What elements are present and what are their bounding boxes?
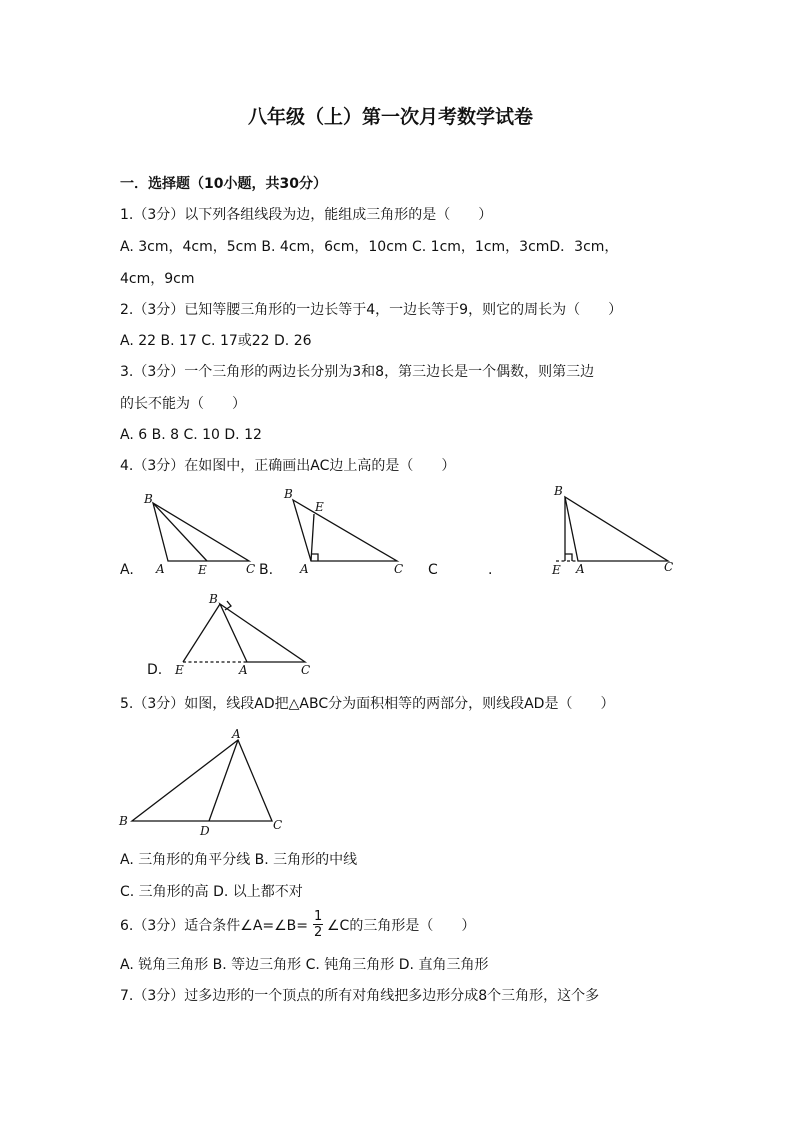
- q5-segment-ad: [209, 740, 238, 821]
- q5-triangle: [132, 740, 272, 821]
- q4b-label-b: B: [284, 487, 293, 501]
- q6-stem-end: ∠C的三角形是（ ）: [327, 918, 476, 934]
- q4d-label-a: A: [239, 663, 248, 677]
- q4a-label-b: B: [144, 492, 153, 506]
- q4d-label-b: B: [209, 592, 218, 606]
- q1-options-cont: 4cm，9cm: [120, 271, 195, 287]
- q3-stem-cont: 的长不能为（ ）: [120, 396, 246, 412]
- page-title: 八年级（上）第一次月考数学试卷: [248, 106, 534, 128]
- q3-options: A. 6 B. 8 C. 10 D. 12: [120, 427, 262, 443]
- q4a-label-a: A: [156, 562, 165, 576]
- q4a-label-e: E: [198, 563, 207, 577]
- q3-stem: 3.（3分）一个三角形的两边长分别为3和8，第三边长是一个偶数，则第三边: [120, 364, 595, 380]
- q4c-label-c: C: [664, 560, 674, 574]
- q5-label-d: D: [200, 824, 210, 838]
- q5-options: A. 三角形的角平分线 B. 三角形的中线: [120, 852, 358, 868]
- q5-label-b: B: [119, 814, 128, 828]
- q4a-label-c: C: [246, 562, 256, 576]
- q6-options: A. 锐角三角形 B. 等边三角形 C. 钝角三角形 D. 直角三角形: [120, 957, 489, 973]
- q6-fraction-denominator: 2: [314, 925, 323, 940]
- q1-options: A. 3cm，4cm，5cm B. 4cm，6cm，10cm C. 1cm，1cm，3cmD．3cm，: [120, 239, 619, 255]
- q4b-label-a: A: [300, 562, 309, 576]
- q4-option-c-label: C: [428, 562, 438, 578]
- q5-stem: 5.（3分）如图，线段AD把△ABC分为面积相等的两部分，则线段AD是（ ）: [120, 696, 615, 712]
- q4d-label-c: C: [301, 663, 311, 677]
- q6-fraction-numerator: 1: [314, 909, 323, 924]
- q5-label-c: C: [273, 818, 283, 832]
- q4c-label-a: A: [576, 562, 585, 576]
- q1-stem: 1.（3分）以下列各组线段为边，能组成三角形的是（ ）: [120, 207, 493, 223]
- q2-options: A. 22 B. 17 C. 17或22 D. 26: [120, 333, 312, 349]
- q4-stem: 4.（3分）在如图中，正确画出AC边上高的是（ ）: [120, 458, 456, 474]
- q4-option-d-label: D.: [147, 662, 163, 678]
- q4-option-b-label: B.: [259, 562, 274, 578]
- q4c-label-b: B: [554, 484, 563, 498]
- q4c-label-e: E: [552, 563, 561, 577]
- q5-label-a: A: [232, 727, 241, 741]
- q6-fraction: [313, 910, 323, 939]
- q4-option-a-label: A.: [120, 562, 134, 578]
- q4b-label-c: C: [394, 562, 404, 576]
- q2-stem: 2.（3分）已知等腰三角形的一边长等于4，一边长等于9，则它的周长为（ ）: [120, 302, 623, 318]
- q4d-label-e: E: [175, 663, 184, 677]
- q4-option-dot: .: [488, 562, 493, 578]
- q4b-label-e: E: [315, 500, 324, 514]
- q7-stem: 7.（3分）过多边形的一个顶点的所有对角线把多边形分成8个三角形，这个多: [120, 988, 600, 1004]
- q5-options-cont: C. 三角形的高 D. 以上都不对: [120, 884, 303, 900]
- section-heading: 一．选择题（10小题，共30分）: [120, 176, 327, 192]
- q6-stem-start: 6.（3分）适合条件∠A=∠B=: [120, 918, 309, 934]
